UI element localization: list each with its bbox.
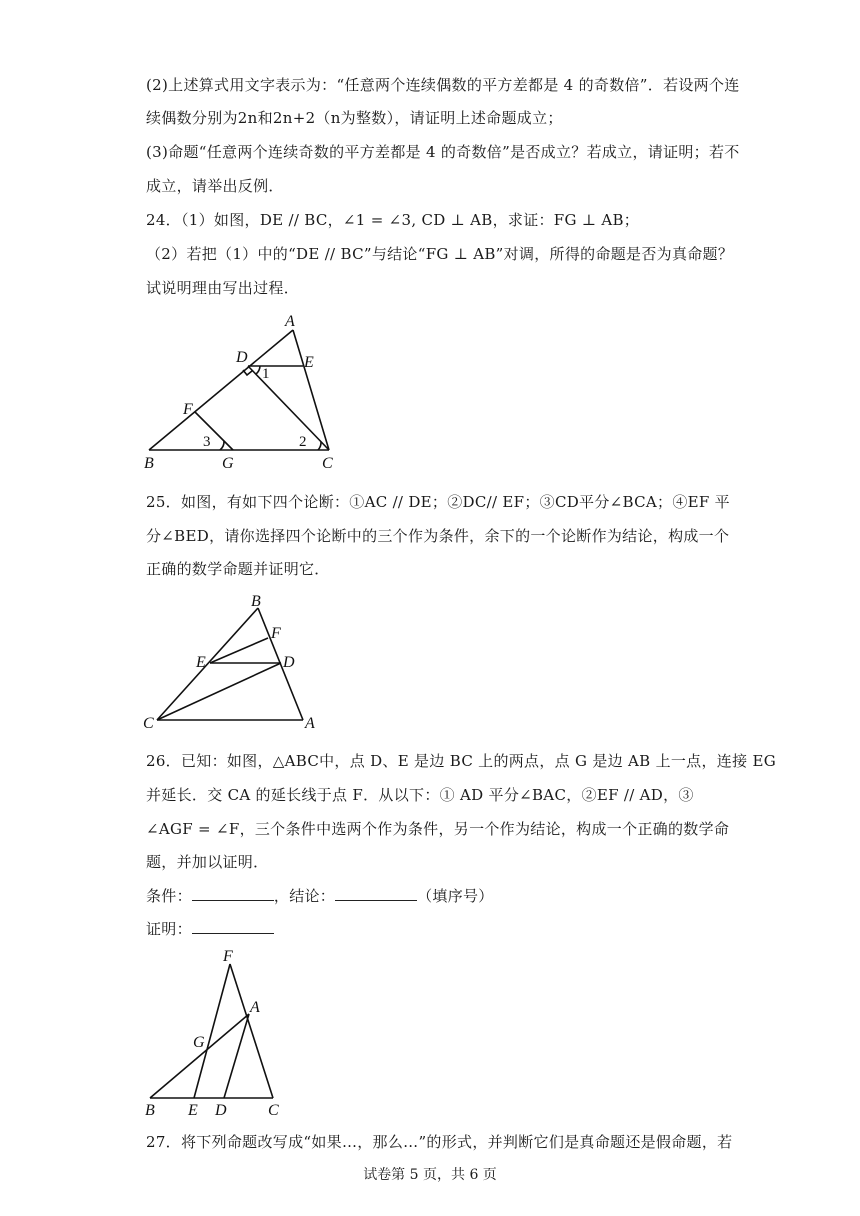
q24-label-C: C bbox=[322, 455, 333, 472]
q24-line-1: 24．（1）如图，DE // BC，∠1 = ∠3, CD ⊥ AB，求证：FG ⊥ AB； bbox=[146, 211, 640, 229]
q25-figure bbox=[140, 590, 325, 732]
conclusion-blank[interactable] bbox=[335, 886, 417, 901]
q24-angle-2: 2 bbox=[299, 434, 307, 450]
q24-label-E: E bbox=[304, 354, 314, 371]
q26-label-C: C bbox=[268, 1102, 279, 1119]
q25-line-1: 25．如图，有如下四个论断：①AC // DE；②DC// EF；③CD平分∠BCA；④EF 平 bbox=[146, 493, 730, 511]
q24-line-2: （2）若把（1）中的“DE // BC”与结论“FG ⊥ AB”对调，所得的命题是否为真命题？ bbox=[146, 245, 734, 263]
q24-angle-1: 1 bbox=[262, 366, 270, 382]
q26-line-1: 26．已知：如图，△ABC中，点 D、E 是边 BC 上的两点，点 G 是边 AB 上一点，连接 EG bbox=[146, 752, 776, 770]
q26-label-E: E bbox=[188, 1102, 198, 1119]
q25-label-C: C bbox=[143, 715, 154, 732]
q26-condition-row bbox=[146, 885, 494, 906]
q25-line-3: 正确的数学命题并证明它． bbox=[146, 560, 330, 578]
q25-line-2: 分∠BED，请你选择四个论断中的三个作为条件，余下的一个论断作为结论，构成一个 bbox=[146, 527, 730, 545]
q26-label-G: G bbox=[193, 1034, 205, 1051]
q24-label-G: G bbox=[222, 455, 234, 472]
q24-angle-3: 3 bbox=[203, 434, 211, 450]
q26-label-A: A bbox=[250, 999, 260, 1016]
q25-label-E: E bbox=[196, 654, 206, 671]
q26-proof-row bbox=[146, 918, 274, 939]
condition-blank[interactable] bbox=[192, 886, 274, 901]
conclusion-label: ，结论： bbox=[273, 887, 336, 905]
q26-line-4: 题，并加以证明． bbox=[146, 853, 269, 871]
q23-line-4: 成立，请举出反例． bbox=[146, 177, 284, 195]
q23-line-3: (3)命题“任意两个连续奇数的平方差都是 4 的奇数倍”是否成立？若成立，请证明；若不 bbox=[146, 143, 740, 161]
q25-label-F: F bbox=[271, 625, 281, 642]
q27-line-1: 27．将下列命题改写成“如果…，那么…”的形式，并判断它们是真命题还是假命题，若 bbox=[146, 1133, 733, 1151]
q24-label-F: F bbox=[183, 401, 193, 418]
q25-label-A: A bbox=[305, 715, 315, 732]
q24-label-D: D bbox=[236, 349, 248, 366]
q26-label-F: F bbox=[223, 948, 233, 965]
page-footer: 试卷第 5 页，共 6 页 bbox=[363, 1167, 497, 1183]
q25-label-B: B bbox=[251, 593, 261, 610]
q23-line-2: 续偶数分别为2n和2n+2（n为整数），请证明上述命题成立； bbox=[146, 109, 563, 127]
proof-blank[interactable] bbox=[192, 919, 274, 934]
proof-label: 证明： bbox=[146, 920, 192, 938]
q25-label-D: D bbox=[283, 654, 295, 671]
q24-figure bbox=[140, 308, 350, 473]
q24-line-3: 试说明理由写出过程． bbox=[146, 279, 300, 297]
q26-figure bbox=[140, 942, 290, 1122]
q26-line-2: 并延长．交 CA 的延长线于点 F．从以下：① AD 平分∠BAC，②EF // AD，③ bbox=[146, 786, 694, 804]
q23-line-1: (2)上述算式用文字表示为：“任意两个连续偶数的平方差都是 4 的奇数倍”．若设两个连 bbox=[146, 76, 740, 94]
q26-label-D: D bbox=[215, 1102, 227, 1119]
q24-label-B: B bbox=[144, 455, 154, 472]
q26-label-B: B bbox=[145, 1102, 155, 1119]
q24-label-A: A bbox=[285, 313, 295, 330]
condition-label: 条件： bbox=[146, 887, 192, 905]
fill-note: （填序号） bbox=[417, 887, 494, 905]
q26-line-3: ∠AGF = ∠F，三个条件中选两个作为条件，另一个作为结论，构成一个正确的数学命 bbox=[146, 820, 730, 838]
